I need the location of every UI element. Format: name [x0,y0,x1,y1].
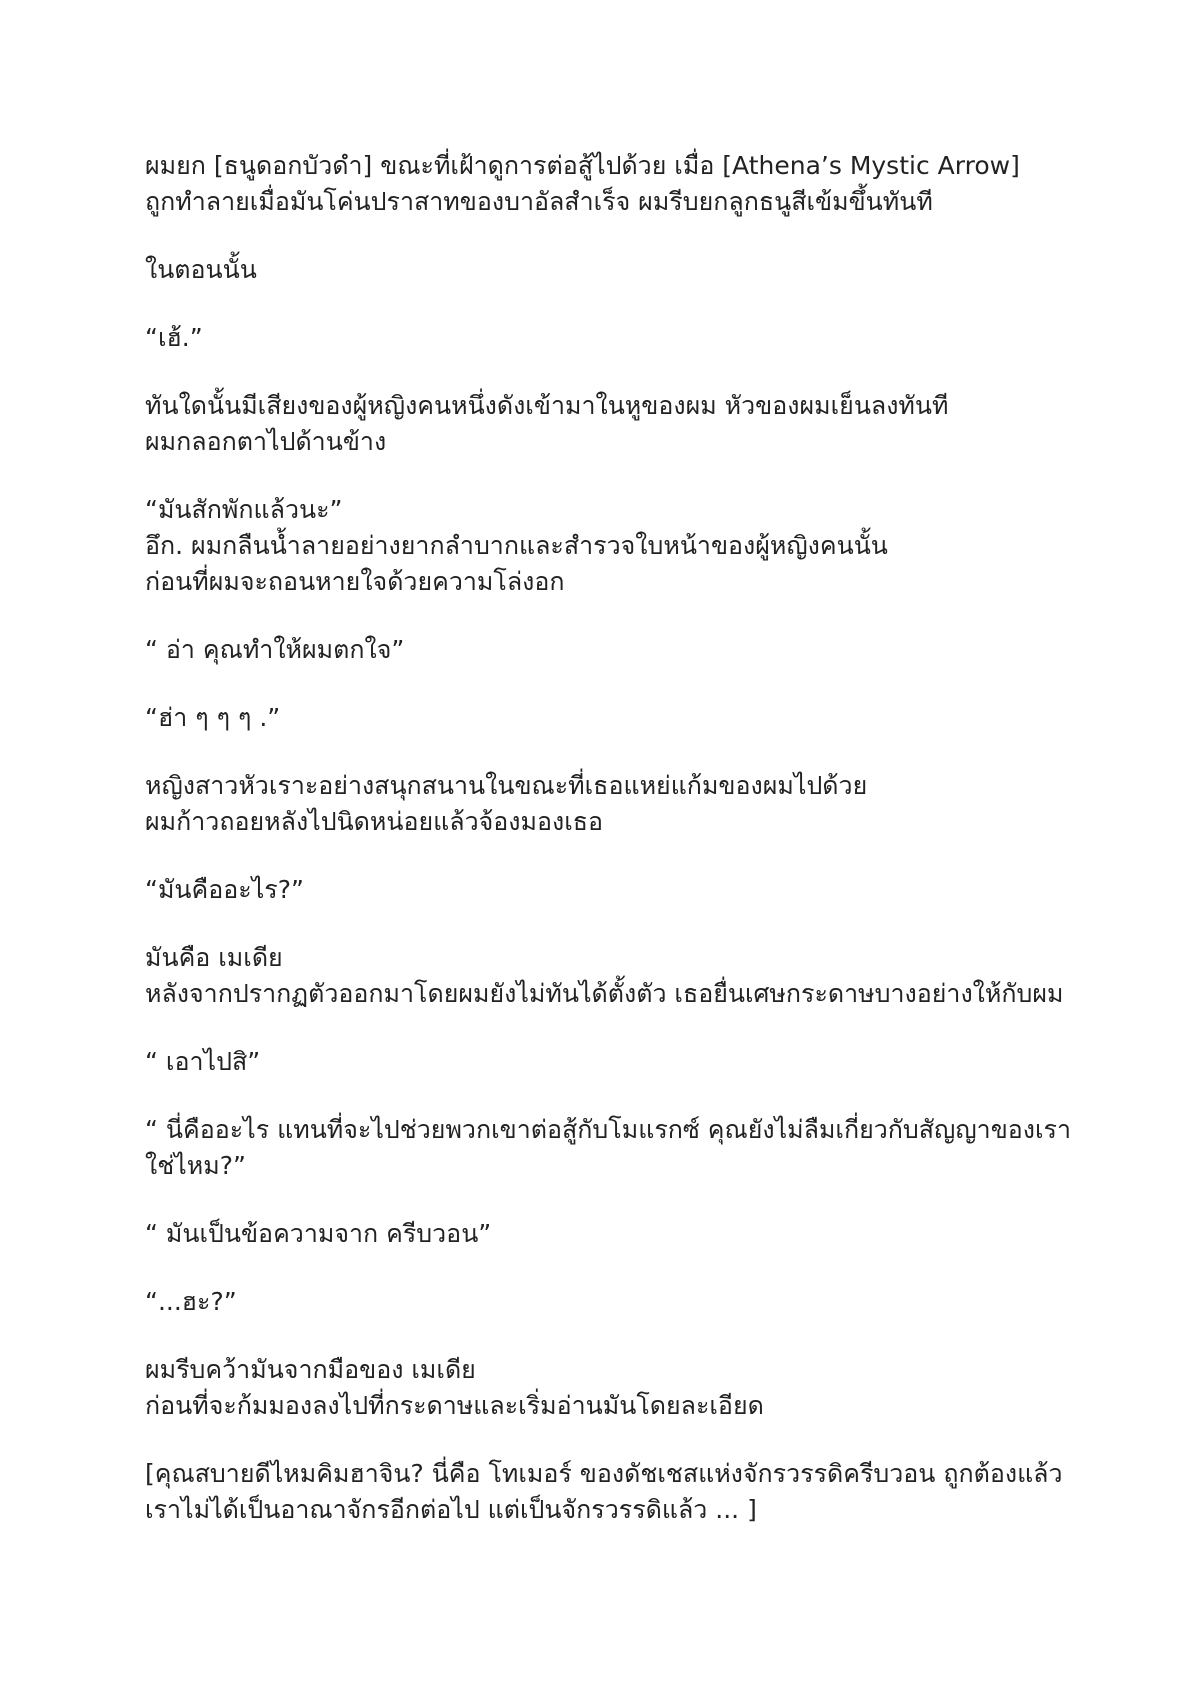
text-line: ผมกลอกตาไปด้านข้าง [145,427,387,456]
paragraph [145,1284,1075,1320]
paragraph [145,388,1075,460]
paragraph [145,1044,1075,1080]
text-line: “เฮ้.” [145,323,203,352]
paragraph [145,940,1075,1012]
text-line: มันคือ เมเดีย [145,943,283,972]
text-line: ทันใดนั้นมีเสียงของผู้หญิงคนหนึ่งดังเข้ามาในหูของผม หัวของผมเย็นลงทันที [145,391,949,420]
text-line: ก่อนที่จะก้มมองลงไปที่กระดาษและเริ่มอ่านมันโดยละเอียด [145,1391,764,1420]
text-line: ก่อนที่ผมจะถอนหายใจด้วยความโล่งอก [145,567,565,596]
paragraph [145,320,1075,356]
text-line: “ นี่คืออะไร แทนที่จะไปช่วยพวกเขาต่อสู้กับโมแรกซ์ คุณยังไม่ลืมเกี่ยวกับสัญญาของเรา [145,1115,1072,1144]
text-line: [คุณสบายดีไหมคิมฮาจิน? นี่คือ โทเมอร์ ของดัชเชสแห่งจักรวรรดิครีบวอน ถูกต้องแล้ว [145,1459,1063,1488]
text-line: ในตอนนั้น [145,255,257,284]
text-line: “ อ่า คุณทำให้ผมตกใจ” [145,635,405,664]
paragraph [145,492,1075,600]
text-line: “ฮ่า ๆ ๆ ๆ .” [145,703,281,732]
paragraph [145,148,1075,220]
paragraph [145,1112,1075,1184]
text-line: ผมยก [ธนูดอกบัวดำ] ขณะที่เฝ้าดูการต่อสู้ไปด้วย เมื่อ [Athena’s Mystic Arrow] [145,151,1020,180]
paragraph [145,1456,1075,1528]
paragraph [145,768,1075,840]
paragraph [145,872,1075,908]
text-line: ถูกทำลายเมื่อมันโค่นปราสาทของบาอัลสำเร็จ ผมรีบยกลูกธนูสีเข้มขึ้นทันที [145,187,933,216]
text-line: ใช่ไหม?” [145,1151,246,1180]
text-line: “มันคืออะไร?” [145,875,304,904]
paragraph [145,1352,1075,1424]
text-line: “มันสักพักแล้วนะ” [145,495,343,524]
text-line: หญิงสาวหัวเราะอย่างสนุกสนานในขณะที่เธอแหย่แก้มของผมไปด้วย [145,771,868,800]
paragraph [145,632,1075,668]
text-line: “ เอาไปสิ” [145,1047,261,1076]
text-line: อึก. ผมกลืนน้ำลายอย่างยากลำบากและสำรวจใบหน้าของผู้หญิงคนนั้น [145,531,888,560]
document-body [145,148,1075,1560]
text-line: “ มันเป็นข้อความจาก ครีบวอน” [145,1219,492,1248]
text-line: “...ฮะ?” [145,1287,237,1316]
paragraph [145,252,1075,288]
paragraph [145,1216,1075,1252]
text-line: ผมรีบคว้ามันจากมือของ เมเดีย [145,1355,476,1384]
text-line: เราไม่ได้เป็นอาณาจักรอีกต่อไป แต่เป็นจักรวรรดิแล้ว ... ] [145,1495,757,1524]
text-line: หลังจากปรากฏตัวออกมาโดยผมยังไม่ทันได้ตั้งตัว เธอยื่นเศษกระดาษบางอย่างให้กับผม [145,979,1064,1008]
text-line: ผมก้าวถอยหลังไปนิดหน่อยแล้วจ้องมองเธอ [145,807,604,836]
paragraph [145,700,1075,736]
